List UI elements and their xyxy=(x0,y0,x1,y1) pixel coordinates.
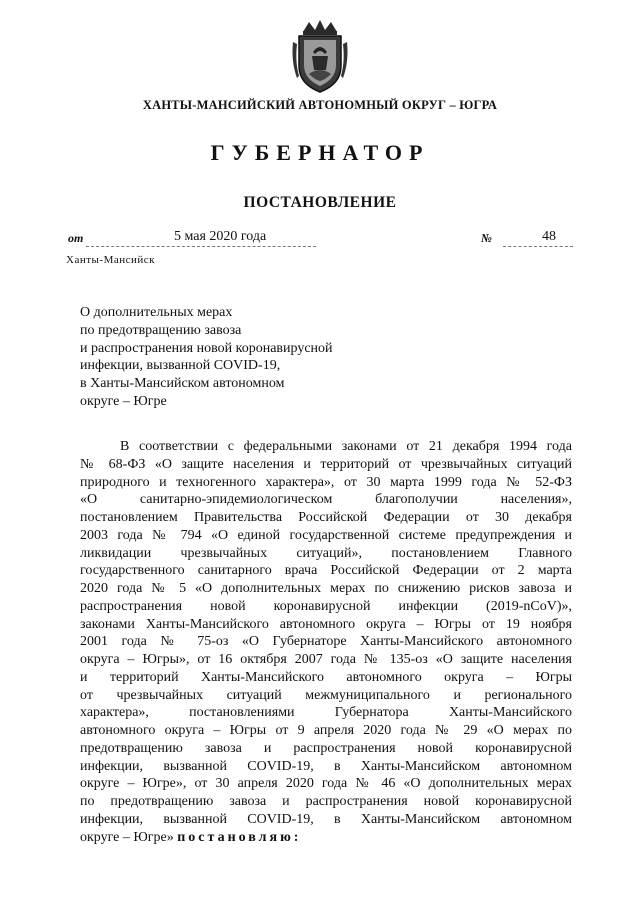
body-line: по предотвращению завоза и распространения новой коронавирусной xyxy=(80,794,572,809)
body-line-text: округе – Югре» xyxy=(80,829,174,845)
body-line: № 68-ФЗ «О защите населения и территорий от чрезвычайных ситуаций xyxy=(80,456,572,472)
body-line: предотвращению завоза и распространения новой коронавирусной xyxy=(80,740,572,756)
document-type: ПОСТАНОВЛЕНИЕ xyxy=(243,194,397,211)
date-prefix: от xyxy=(68,231,84,245)
resolution-keyword: постановляю: xyxy=(177,829,302,845)
coat-of-arms-icon xyxy=(289,18,351,96)
office-heading: ГУБЕРНАТОР xyxy=(210,140,430,165)
city-name: Ханты-Мансийск xyxy=(66,254,156,266)
body-line: «О санитарно-эпидемиологическом благополучии населения», xyxy=(80,492,572,508)
body-line: природного и техногенного характера», от 30 марта 1999 года № 52-ФЗ xyxy=(80,474,572,490)
body-line: инфекции, вызванной COVID-19, в Ханты-Мансийском автономном xyxy=(80,758,572,774)
body-line: распространения новой коронавирусной инфекции (2019-nCoV)», xyxy=(80,598,572,614)
date-number-row xyxy=(68,229,573,249)
body-line: округа – Югры», от 16 октября 2007 года № 135-оз «О защите населения xyxy=(80,652,572,667)
document-title xyxy=(80,304,333,411)
body-line: 2020 года № 5 «О дополнительных мерах по снижению рисков завоза и xyxy=(80,581,572,596)
document-body xyxy=(80,438,572,846)
title-line: в Ханты-Мансийском автономном xyxy=(80,376,285,392)
number-prefix: № xyxy=(481,231,492,245)
body-line: ликвидации чрезвычайных ситуаций», постановлением Главного xyxy=(80,545,572,561)
body-line: законами Ханты-Мансийского автономного округа – Югры от 19 ноября xyxy=(80,616,572,632)
body-line: государственного санитарного врача Российской Федерации от 2 марта xyxy=(80,563,572,579)
body-line: и территорий Ханты-Мансийского автономного округа – Югры xyxy=(80,669,572,685)
title-line: округе – Югре xyxy=(80,393,167,409)
region-heading: ХАНТЫ-МАНСИЙСКИЙ АВТОНОМНЫЙ ОКРУГ – ЮГРА xyxy=(142,98,498,112)
title-line: инфекции, вызванной COVID-19, xyxy=(80,358,281,374)
body-line: от чрезвычайных ситуаций межмуниципального и регионального xyxy=(80,687,572,703)
title-line: и распространения новой коронавирусной xyxy=(80,340,333,356)
body-line: автономного округа – Югры от 9 апреля 2020 года № 29 «О мерах по xyxy=(80,723,572,738)
body-line: характера», постановлениями Губернатора Ханты-Мансийского xyxy=(80,705,572,721)
body-line: постановлением Правительства Российской Федерации от 30 декабря xyxy=(80,510,572,525)
document-number: 48 xyxy=(542,229,556,244)
document-date: 5 мая 2020 года xyxy=(174,229,267,244)
title-line: по предотвращению завоза xyxy=(80,322,242,338)
body-last-line xyxy=(80,829,572,847)
body-line: 2003 года № 794 «О единой государственной системе предупреждения и xyxy=(80,527,572,543)
number-underline xyxy=(503,229,573,247)
title-line: О дополнительных мерах xyxy=(80,305,233,320)
body-line: округе – Югре», от 30 апреля 2020 года № 46 «О дополнительных мерах xyxy=(80,776,572,792)
body-line: 2001 года № 75-оз «О Губернаторе Ханты-Мансийского автономного xyxy=(80,634,572,650)
body-line: В соответствии с федеральными законами от 21 декабря 1994 года xyxy=(120,439,572,454)
body-line: инфекции, вызванной COVID-19, в Ханты-Мансийском автономном xyxy=(80,811,572,827)
